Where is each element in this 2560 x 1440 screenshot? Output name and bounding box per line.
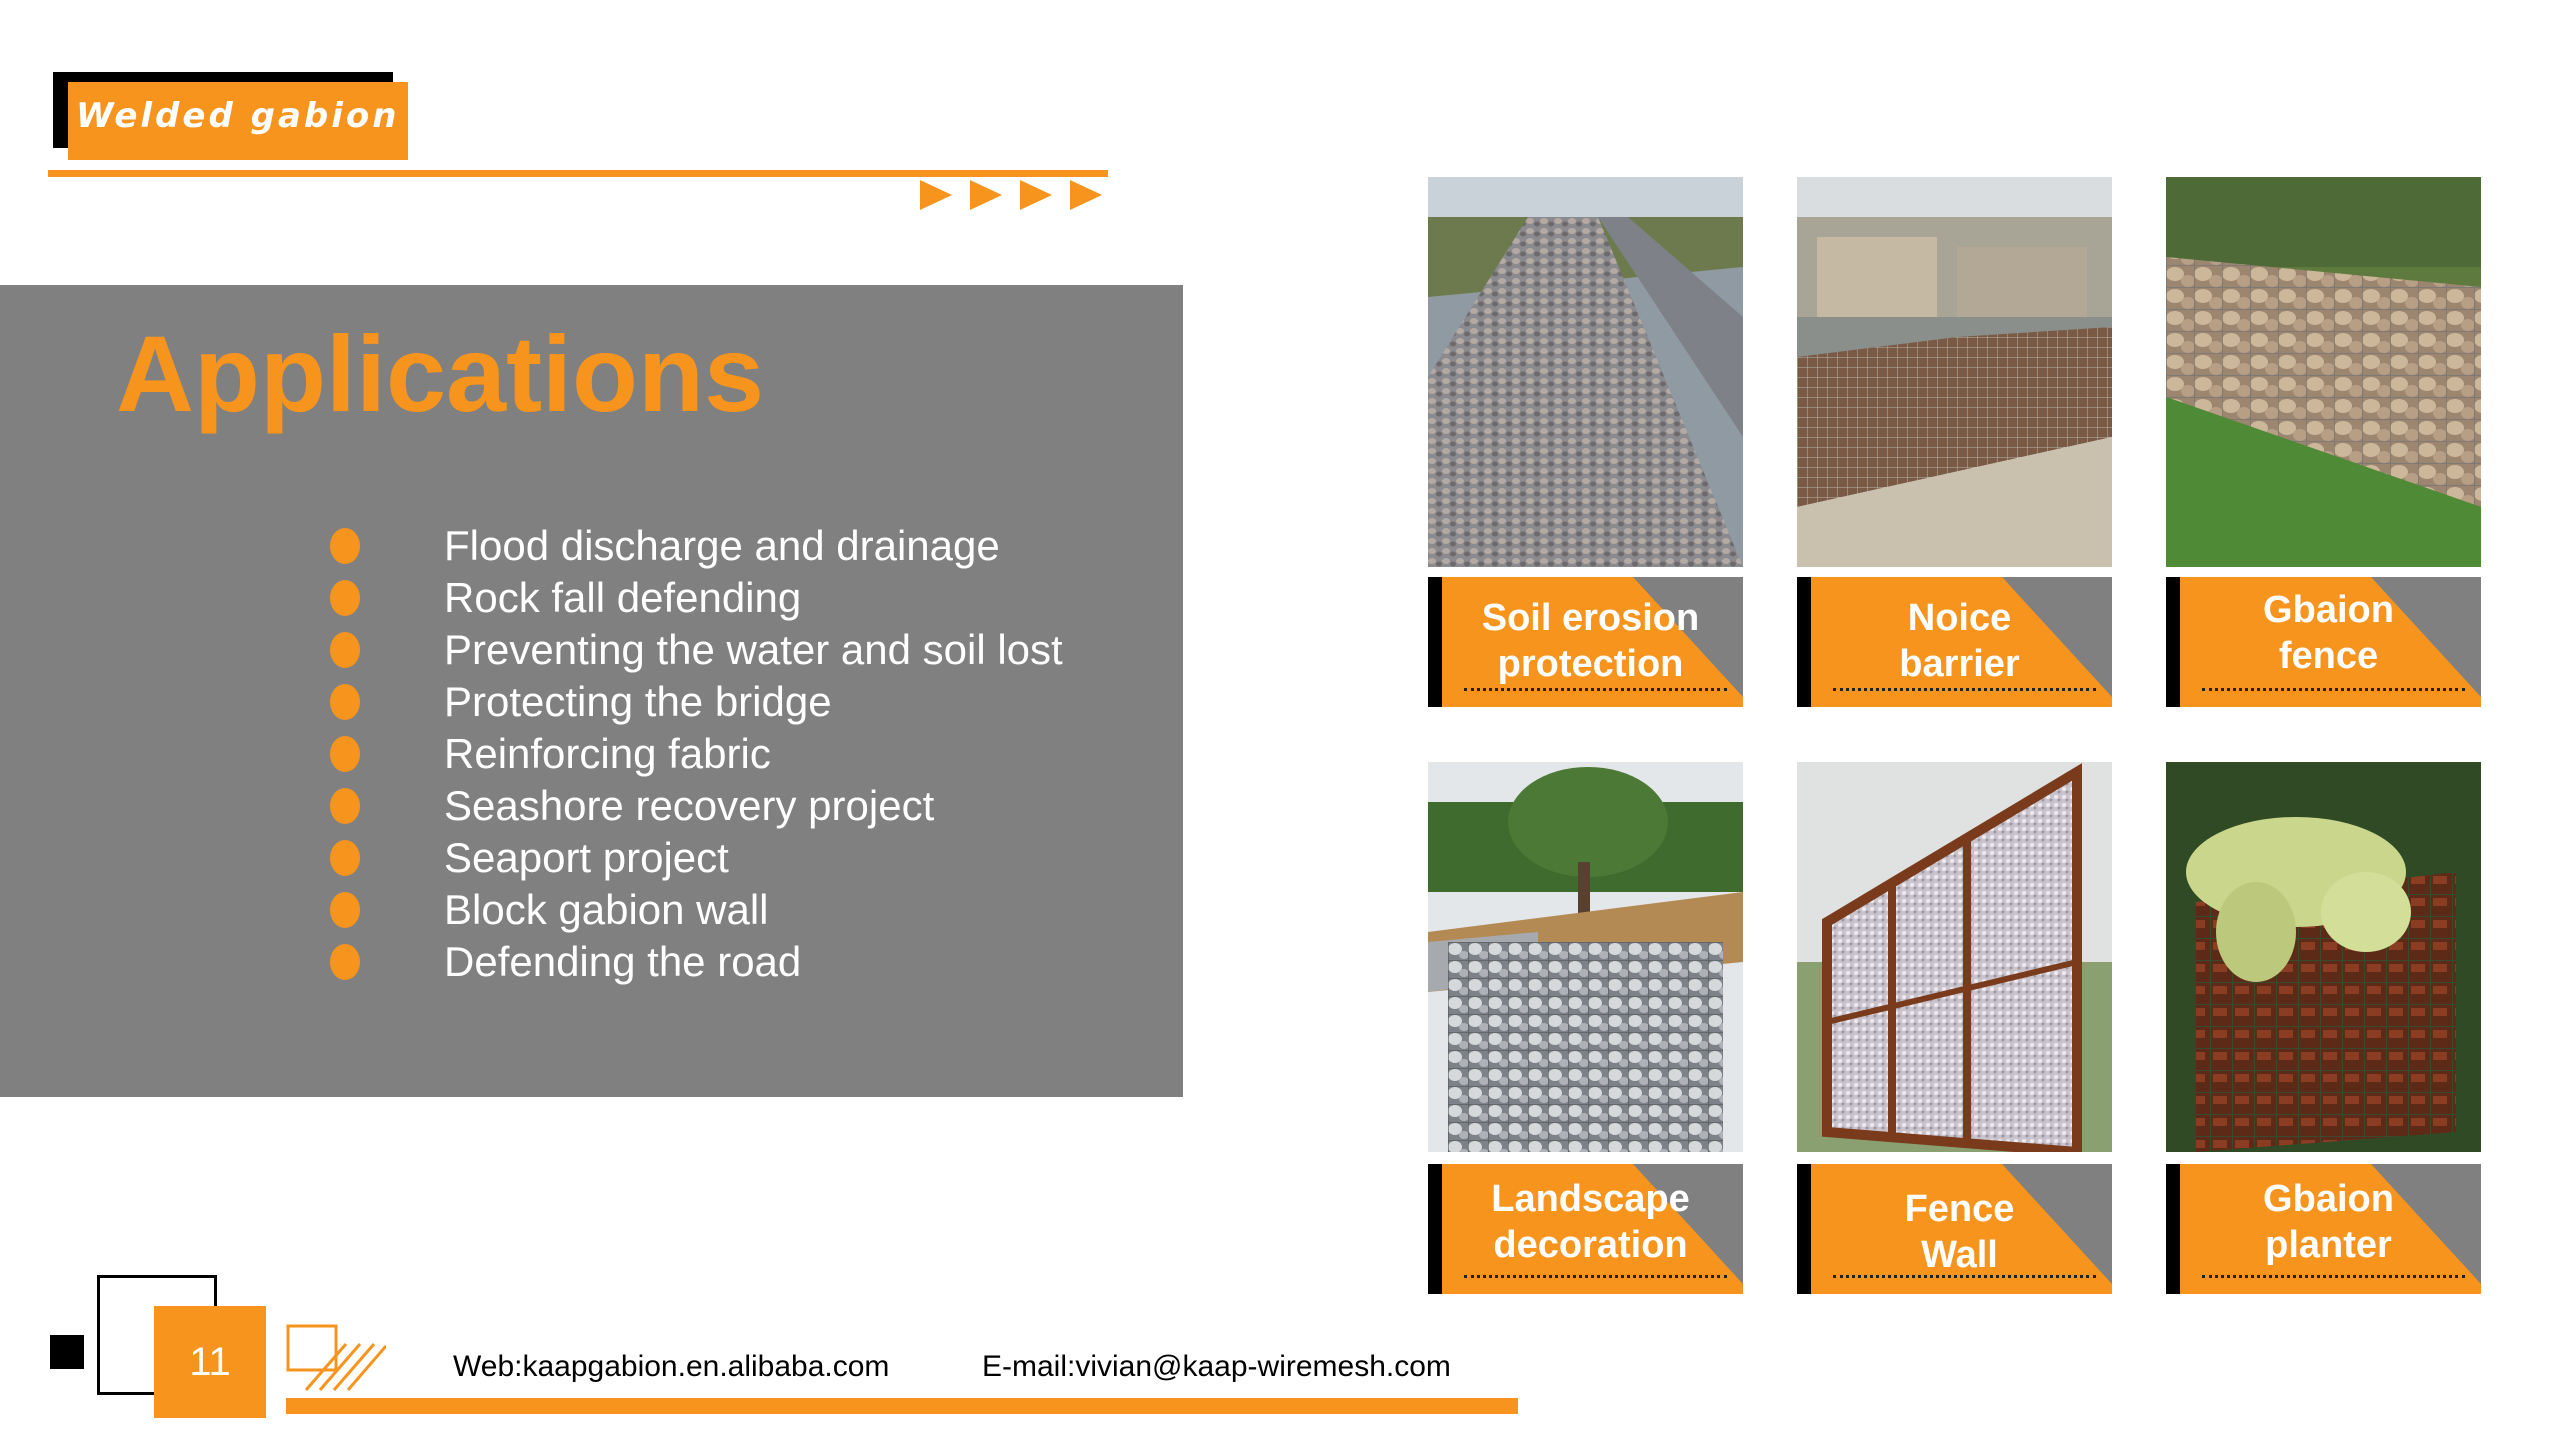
card-label-text — [1817, 595, 2102, 687]
list-item-text: Rock fall defending — [444, 574, 802, 621]
label-bar — [1428, 577, 1442, 707]
card-label-line1: Fence — [1904, 1188, 2015, 1230]
applications-list — [330, 520, 1063, 988]
web-contact: Web:kaapgabion.en.alibaba.com — [453, 1350, 890, 1383]
card-label-line1: Soil erosion — [1481, 597, 1700, 639]
label-dotted-rule — [2202, 688, 2465, 691]
card-label-line1: Noice — [1907, 597, 2012, 639]
card-label-line2: barrier — [1899, 643, 2020, 685]
bullet-dot-icon — [330, 736, 360, 772]
list-item — [330, 520, 1063, 572]
list-item-text: Flood discharge and drainage — [444, 522, 1000, 569]
label-bar — [1797, 577, 1811, 707]
card-label — [1797, 577, 2112, 707]
arrow-right-icon — [920, 180, 952, 210]
list-item — [330, 832, 1063, 884]
list-item — [330, 676, 1063, 728]
gabion-fence-photo — [2166, 177, 2481, 567]
list-item-text: Preventing the water and soil lost — [444, 626, 1063, 673]
card-label-line2: decoration — [1493, 1224, 1688, 1266]
card-label-text — [2186, 1176, 2471, 1268]
hatched-square-icon — [286, 1322, 386, 1392]
header-arrows — [920, 180, 1102, 210]
list-item-text: Seaport project — [444, 834, 729, 881]
bullet-dot-icon — [330, 580, 360, 616]
card-label-line2: fence — [2278, 635, 2379, 677]
label-bar — [2166, 577, 2180, 707]
label-bar — [1797, 1164, 1811, 1294]
noise-barrier-photo — [1797, 177, 2112, 567]
bullet-dot-icon — [330, 528, 360, 564]
card-label-text — [1448, 1176, 1733, 1268]
card-label — [2166, 1164, 2481, 1294]
card-label — [1428, 1164, 1743, 1294]
bullet-dot-icon — [330, 788, 360, 824]
list-item — [330, 624, 1063, 676]
card-label-line1: Gbaion — [2263, 589, 2394, 631]
list-item-text: Defending the road — [444, 938, 802, 985]
card-label-text — [2186, 587, 2471, 679]
landscape-decoration-photo — [1428, 762, 1743, 1152]
bullet-dot-icon — [330, 684, 360, 720]
label-dotted-rule — [1464, 688, 1727, 691]
card-label — [1428, 577, 1743, 707]
card-label-line2: planter — [2265, 1224, 2392, 1266]
card-label-line2: Wall — [1921, 1234, 1998, 1276]
card-label-line1: Gbaion — [2263, 1178, 2394, 1220]
label-bar — [2166, 1164, 2180, 1294]
list-item-text: Block gabion wall — [444, 886, 769, 933]
list-item — [330, 572, 1063, 624]
soil-erosion-photo — [1428, 177, 1743, 567]
label-bar — [1428, 1164, 1442, 1294]
email-contact: E-mail:vivian@kaap-wiremesh.com — [982, 1350, 1451, 1383]
card-label — [2166, 577, 2481, 707]
gabion-planter-photo — [2166, 762, 2481, 1152]
list-item-text: Reinforcing fabric — [444, 730, 771, 777]
arrow-right-icon — [1020, 180, 1052, 210]
arrow-right-icon — [1070, 180, 1102, 210]
list-item-text: Protecting the bridge — [444, 678, 832, 725]
card-label — [1797, 1164, 2112, 1294]
footer-divider — [286, 1398, 1518, 1414]
list-item — [330, 780, 1063, 832]
header-divider — [48, 170, 1108, 177]
bullet-dot-icon — [330, 840, 360, 876]
label-dotted-rule — [1464, 1275, 1727, 1278]
footer-black-square — [50, 1335, 84, 1369]
label-dotted-rule — [1833, 1275, 2096, 1278]
list-item — [330, 728, 1063, 780]
bullet-dot-icon — [330, 632, 360, 668]
bullet-dot-icon — [330, 944, 360, 980]
page-number: 11 — [189, 1340, 231, 1384]
list-item — [330, 884, 1063, 936]
arrow-right-icon — [970, 180, 1002, 210]
fence-wall-photo — [1797, 762, 2112, 1152]
card-label-text — [1448, 595, 1733, 687]
list-item-text: Seashore recovery project — [444, 782, 935, 829]
bullet-dot-icon — [330, 892, 360, 928]
card-label-text — [1817, 1186, 2102, 1278]
label-dotted-rule — [2202, 1275, 2465, 1278]
page-title: Applications — [116, 313, 765, 434]
list-item — [330, 936, 1063, 988]
card-label-line1: Landscape — [1491, 1178, 1690, 1220]
card-label-line2: protection — [1497, 643, 1684, 685]
label-dotted-rule — [1833, 688, 2096, 691]
header-tag-text: Welded gabion — [76, 96, 400, 136]
